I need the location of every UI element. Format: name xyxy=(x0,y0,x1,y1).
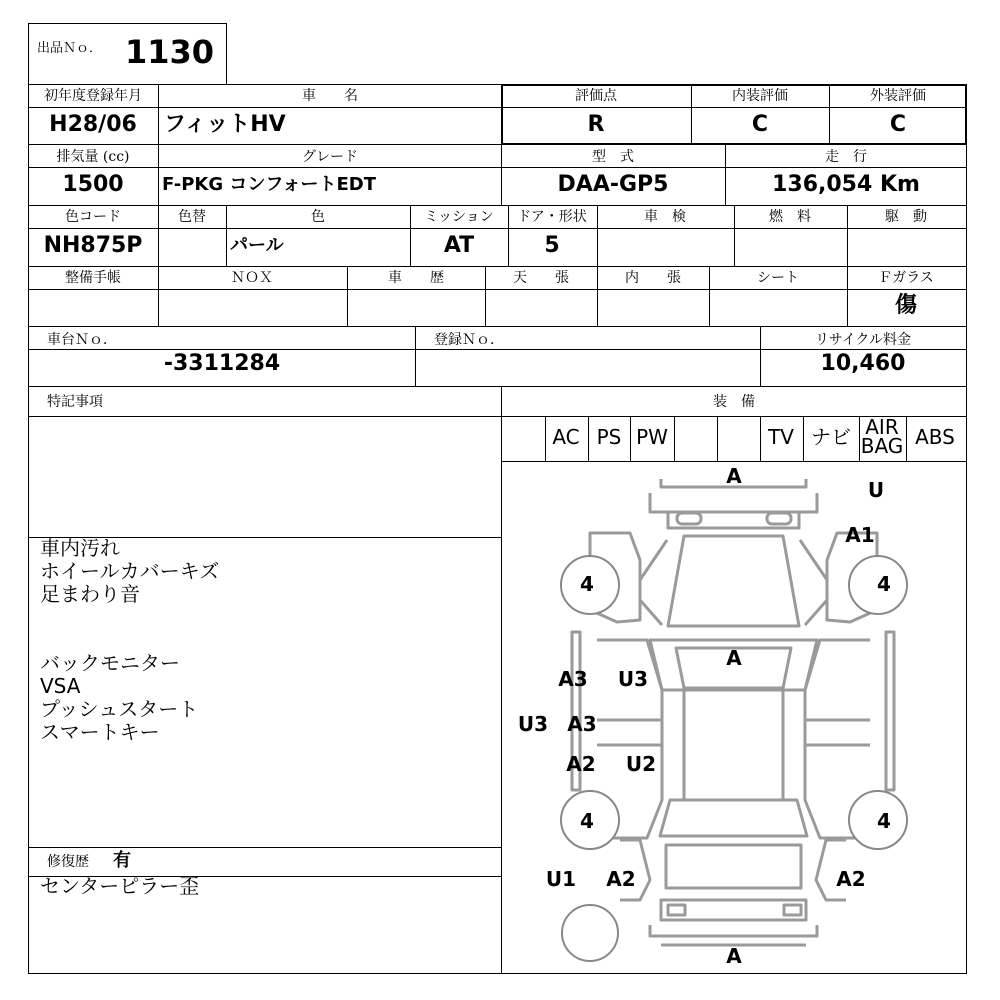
displacement-value: 1500 xyxy=(62,172,124,197)
mark-tire-rr: 4 xyxy=(877,809,891,833)
exterior-value: C xyxy=(889,112,907,137)
note-line: スマートキー xyxy=(40,720,160,744)
equip-pw: PW xyxy=(636,425,668,449)
model-label: 型 式 xyxy=(592,149,634,165)
equip-tv: TV xyxy=(768,425,794,449)
interior-trim-label: 内 張 xyxy=(625,270,681,286)
equip-abs: ABS xyxy=(915,425,955,449)
equip-ac: AC xyxy=(552,425,580,449)
mark-tire-fl: 4 xyxy=(580,572,594,596)
mark-rear-left-u: U1 xyxy=(545,867,577,891)
mission-label: ミッション xyxy=(424,209,494,225)
ceiling-label: 天 張 xyxy=(513,270,569,286)
lot-number-label: 出品Ｎｏ． xyxy=(37,41,103,56)
seat-label: シート xyxy=(757,270,799,286)
mark-left-front-door-a: A3 xyxy=(558,667,588,691)
exterior-label: 外装評価 xyxy=(870,88,926,104)
chassis-value: -3311284 xyxy=(163,351,281,376)
fuel-label: 燃 料 xyxy=(769,209,811,225)
note-line: VSA xyxy=(40,674,81,698)
notes-label: 特記事項 xyxy=(47,394,103,410)
mileage-label: 走 行 xyxy=(825,149,867,165)
mark-windshield: U xyxy=(867,478,885,502)
spare-tire-circle xyxy=(562,905,618,961)
mark-left-rear-door-a: A2 xyxy=(566,752,596,776)
car-name-label: 車 名 xyxy=(302,88,358,104)
equip-navi: ナビ xyxy=(811,425,851,449)
color-code-value: NH875P xyxy=(43,233,143,258)
note-line: プッシュスタート xyxy=(40,697,199,721)
mileage-value: 136,054 Km xyxy=(772,172,920,197)
mark-rear-right-a: A2 xyxy=(836,867,866,891)
repair-detail: センターピラー歪 xyxy=(40,874,200,898)
interior-label: 内装評価 xyxy=(732,88,788,104)
displacement-label: 排気量 (cc) xyxy=(56,149,130,165)
mark-front-bumper: A xyxy=(726,464,742,488)
mark-tire-fr: 4 xyxy=(877,572,891,596)
car-name-value: フィットHV xyxy=(164,112,286,137)
mark-rear-bumper: A xyxy=(726,944,742,968)
chassis-label: 車台Ｎｏ． xyxy=(47,332,117,348)
recycle-value: 10,460 xyxy=(820,351,906,376)
repair-value: 有 xyxy=(113,850,131,871)
color-change-label: 色替 xyxy=(178,209,206,225)
model-value: DAA-GP5 xyxy=(557,172,669,197)
color-value: パール xyxy=(230,235,284,256)
note-line: ホイールカバーキズ xyxy=(40,559,220,583)
doors-label: ドア・形状 xyxy=(517,209,587,225)
equip-airbag: AIR BAG xyxy=(860,415,904,458)
note-line: 車内汚れ xyxy=(40,536,120,560)
registration-label: 登録Ｎｏ． xyxy=(434,332,504,348)
equip-ps: PS xyxy=(596,425,622,449)
mark-left-sill-a: A3 xyxy=(567,712,597,736)
mark-roof: A xyxy=(726,646,742,670)
score-label: 評価点 xyxy=(575,88,617,104)
mission-value: AT xyxy=(443,233,475,258)
note-line: 足まわり音 xyxy=(40,582,140,606)
equipment-label: 装 備 xyxy=(713,394,755,410)
doors-value: 5 xyxy=(544,233,560,258)
history-label: 車 歴 xyxy=(388,270,444,286)
nox-label: ＮＯＸ xyxy=(231,270,273,286)
lot-number: 1130 xyxy=(125,33,215,71)
note-line: バックモニター xyxy=(40,651,180,675)
mark-left-front-door-u: U3 xyxy=(617,667,649,691)
f-glass-label: Ｆガラス xyxy=(878,270,934,286)
grade-value: F-PKG コンフォートEDT xyxy=(162,174,377,195)
grade-label: グレード xyxy=(302,149,358,165)
mark-rear-left-a: A2 xyxy=(606,867,636,891)
f-glass-value: 傷 xyxy=(894,293,918,318)
first-reg-label: 初年度登録年月 xyxy=(44,88,142,104)
mark-left-rear-door-u: U2 xyxy=(625,752,657,776)
maintenance-label: 整備手帳 xyxy=(65,270,121,286)
mark-hood-right: A1 xyxy=(845,523,875,547)
inspection-label: 車 検 xyxy=(644,209,686,225)
color-code-label: 色コード xyxy=(65,209,121,225)
drive-label: 駆 動 xyxy=(885,209,927,225)
first-reg-value: H28/06 xyxy=(49,112,137,137)
score-value: R xyxy=(587,112,605,137)
color-label: 色 xyxy=(311,209,325,225)
mark-left-sill-u: U3 xyxy=(517,712,549,736)
recycle-label: リサイクル料金 xyxy=(814,332,912,348)
mark-tire-rl: 4 xyxy=(580,809,594,833)
repair-label: 修復歴 xyxy=(47,854,89,870)
interior-value: C xyxy=(751,112,769,137)
